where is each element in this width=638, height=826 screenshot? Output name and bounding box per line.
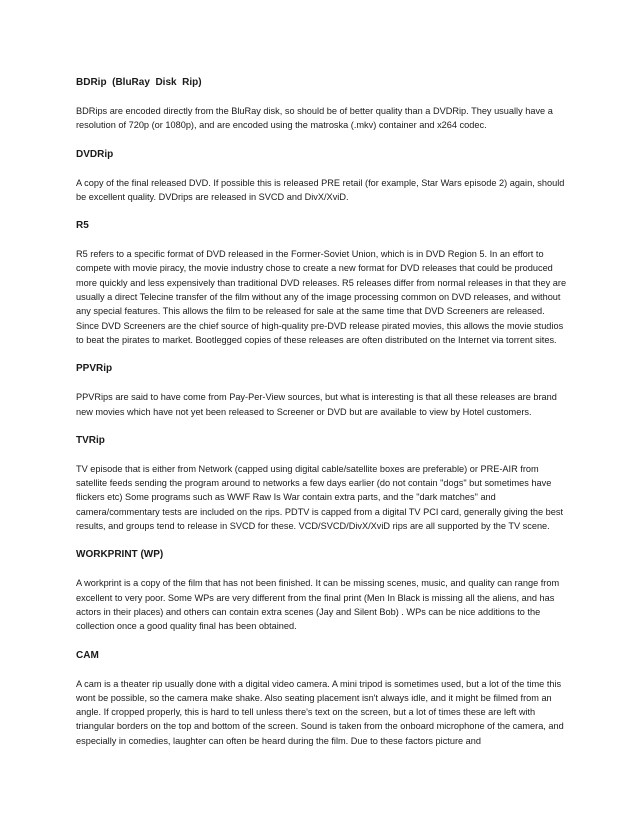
section-heading: TVRip bbox=[76, 434, 105, 446]
section-body: TV episode that is either from Network (capped using digital cable/satellite boxes are preferable) or PRE-AIR from satellite feeds sending the program around to networks a few days earlier (do not contain "dogs" but sometimes have flickers etc) Some programs such as WWF Raw Is War contain extra parts, and the "dark matches" and camera/commentary tests are included on the rips. PDTV is capped from a digital TV PCI card, generally giving the best results, and groups tend to release in SVCD for these. VCD/SVCD/DivX/XviD rips are all supported by the TV scene. bbox=[76, 463, 563, 532]
document-page bbox=[76, 76, 568, 748]
section-heading: BDRip (BluRay Disk Rip) bbox=[76, 77, 202, 88]
section-workprint bbox=[76, 548, 568, 633]
section-body: R5 refers to a specific format of DVD released in the Former-Soviet Union, which is in DVD Region 5. In an effort to compete with movie piracy, the movie industry chose to create a new format for DVD releases that could be produced more quickly and less expensively than traditional DVD releases. R5 releases differ from normal releases in that they are usually a direct Telecine transfer of the film without any of the image processing common on DVD releases, and without any special features. This allows the film to be released for sale at the same time that DVD Screeners are released. Since DVD Screeners are the chief source of high-quality pre-DVD release pirated movies, this allows the movie studios to beat the pirates to market. Bootlegged copies of these releases are often distributed on the Internet via torrent sites. bbox=[76, 249, 567, 345]
section-body: A cam is a theater rip usually done with a digital video camera. A mini tripod is sometimes used, but a lot of the time this wont be possible, so the camera make shake. Also seating placement isn't always idle, and it might be filmed from an angle. If cropped properly, this is hard to tell unless there's text on the screen, but a lot of times these are left with triangular borders on the top and bottom of the screen. Sound is taken from the onboard microphone of the camera, and especially in comedies, laughter can often be heard during the film. Due to these factors picture and bbox=[76, 678, 564, 746]
section-heading: DVDRip bbox=[76, 148, 114, 160]
section-body: A copy of the final released DVD. If possible this is released PRE retail (for example, Star Wars episode 2) again, should be excellent quality. DVDrips are released in SVCD and DivX/XviD. bbox=[76, 177, 565, 202]
section-tvrip bbox=[76, 434, 568, 533]
section-ppvrip bbox=[76, 362, 568, 419]
section-dvdrip bbox=[76, 148, 568, 205]
section-body: A workprint is a copy of the film that has not been finished. It can be missing scenes, music, and quality can range from excellent to very poor. Some WPs are very different from the final print (Men In Black is missing all the aliens, and has actors in their places) and others can contain extra scenes (Jay and Silent Bob) . WPs can be nice additions to the collection once a good quality final has been obtained. bbox=[76, 578, 560, 632]
section-heading: R5 bbox=[76, 220, 89, 232]
section-bdrip bbox=[76, 76, 568, 133]
section-cam bbox=[76, 649, 568, 748]
section-r5 bbox=[76, 219, 568, 347]
section-body: BDRips are encoded directly from the BluRay disk, so should be of better quality than a DVDRip. They usually have a resolution of 720p (or 1080p), and are encoded using the matroska (.mkv) container and x264 codec. bbox=[76, 106, 553, 131]
section-heading: PPVRip bbox=[76, 363, 113, 375]
section-heading: WORKPRINT (WP) bbox=[76, 549, 164, 561]
section-heading: CAM bbox=[76, 649, 99, 661]
section-body: PPVRips are said to have come from Pay-Per-View sources, but what is interesting is that all these releases are brand new movies which have not yet been released to Screener or DVD but are available to view by Hotel customers. bbox=[76, 392, 557, 417]
